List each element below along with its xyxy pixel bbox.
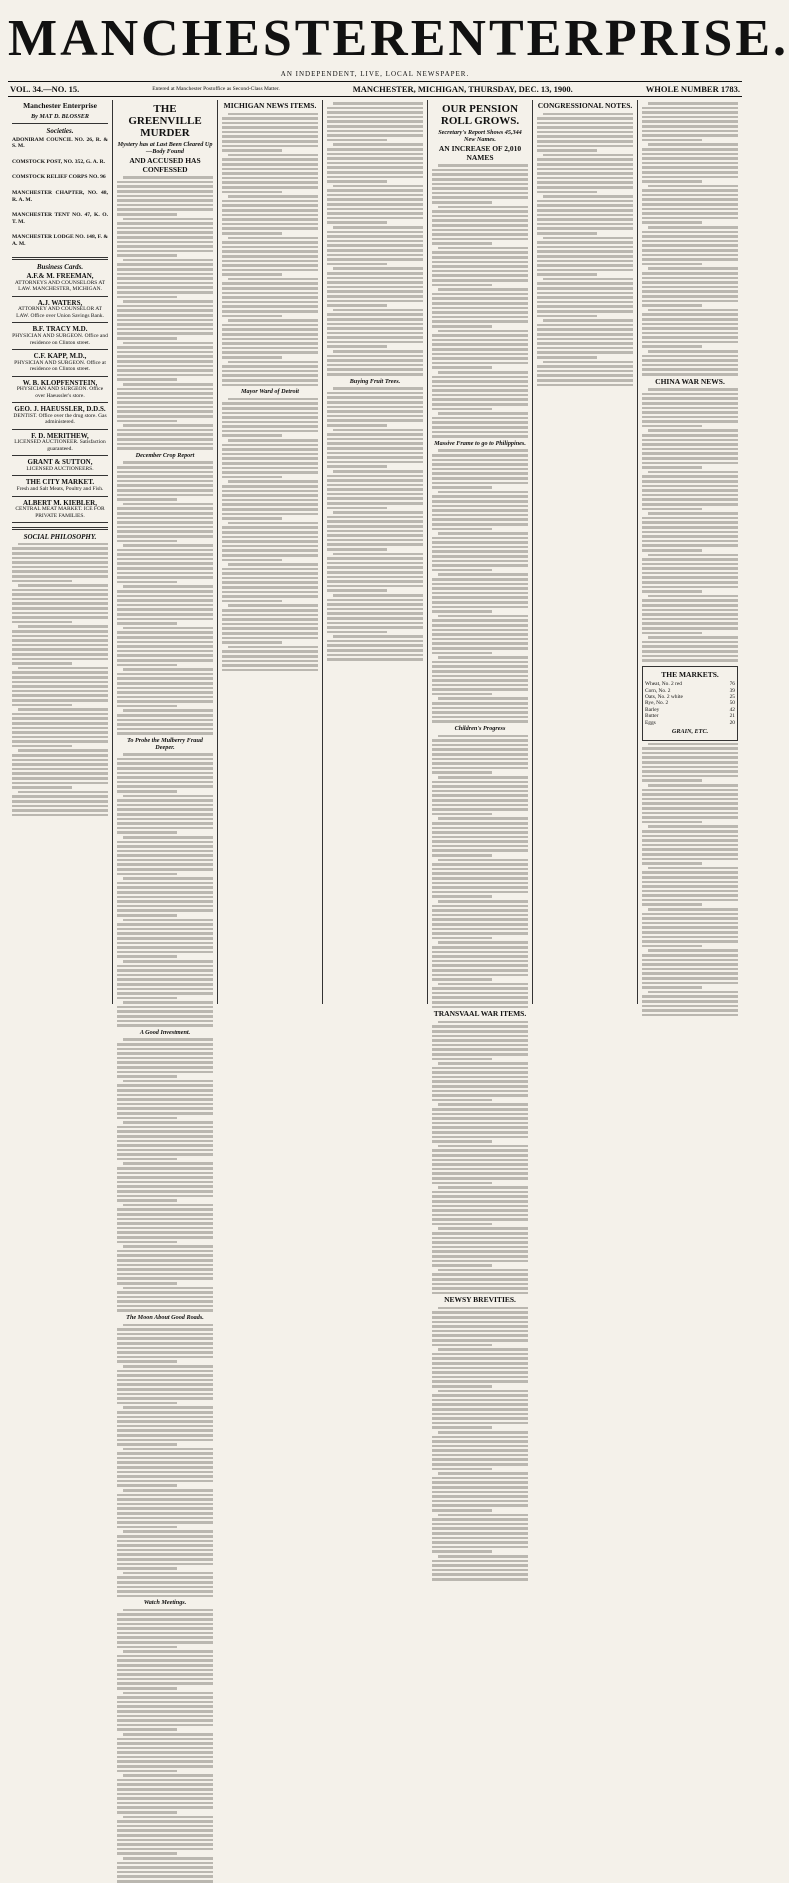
- market-price: 50: [729, 700, 735, 707]
- subhead-transvaal: TRANSVAAL WAR ITEMS.: [433, 1009, 527, 1019]
- society-item: COMSTOCK RELIEF CORPS NO. 96: [12, 174, 106, 181]
- markets-heading: THE MARKETS.: [661, 669, 719, 679]
- headline-congressional: CONGRESSIONAL NOTES.: [537, 101, 633, 110]
- card-name: ALBERT M. KIEBLER,: [23, 498, 97, 507]
- market-price: 42: [729, 706, 735, 713]
- byline: By MAT D. BLOSSER: [30, 112, 90, 120]
- market-price: 39: [729, 687, 735, 694]
- entry-note: Entered at Manchester Postoffice as Second-Class Matter.: [152, 86, 280, 92]
- whole-number: WHOLE NUMBER 1783.: [645, 84, 740, 94]
- column-7: [638, 100, 742, 1004]
- market-price: 25: [729, 694, 735, 701]
- subhead-mayor: Mayor Ward of Detroit: [240, 388, 300, 396]
- column-5-body-d: [432, 1021, 528, 1295]
- card-name: A.F.& M. FREEMAN,: [26, 272, 94, 281]
- market-row: [645, 720, 735, 726]
- card-name: W. B. KLOPFENSTEIN,: [22, 378, 98, 387]
- headline-china: CHINA WAR NEWS.: [655, 376, 725, 386]
- column-2-body-d: [117, 1038, 213, 1312]
- headline-murder: THE GREENVILLE MURDER: [128, 103, 202, 139]
- column-5-body-b: [432, 449, 528, 723]
- subhead-children: Children's Progress: [454, 725, 506, 733]
- market-item: Oats, No. 2 white: [645, 694, 683, 701]
- headline-pension: OUR PENSION ROLL GROWS.: [440, 103, 520, 127]
- subhead-frame: Massive Frame to go to Philippines.: [434, 439, 526, 447]
- business-cards-list: [12, 273, 108, 523]
- column-6: [533, 100, 638, 1004]
- card-line: PHYSICIAN AND SURGEON. Office over Haeussler's store.: [16, 386, 104, 399]
- subhead-crop-report: December Crop Report: [135, 451, 195, 459]
- subhead-brevities: NEWSY BREVITIES.: [444, 1295, 516, 1305]
- society-item: ADONIRAM COUNCIL NO. 26, R. & S. M.: [12, 136, 108, 150]
- card-line: LICENSED AUCTIONEER. Satisfaction guaranteed.: [14, 439, 106, 452]
- column-1-body: [12, 543, 108, 817]
- subhead-roads: The Moon About Good Roads.: [126, 1314, 204, 1322]
- deck-murder-1: Mystery has at Last Been Cleared Up—Body Found: [117, 141, 213, 155]
- grain-heading: GRAIN, ETC.: [671, 728, 709, 736]
- card-name: C.F. KAPP, M.D.,: [33, 352, 87, 360]
- society-item: MANCHESTER TENT NO. 47, K. O. T. M.: [12, 212, 108, 225]
- column-7-body-c: [642, 743, 738, 1017]
- column-1: [8, 100, 113, 1004]
- column-5: [428, 100, 533, 1305]
- market-item: Barley: [645, 706, 660, 713]
- market-price: 20: [729, 719, 735, 726]
- deck-murder-2: AND ACCUSED HAS CONFESSED: [129, 156, 201, 174]
- subhead-fruit-trees: Buying Fruit Trees.: [349, 377, 401, 385]
- column-2-body-c: [117, 753, 213, 1027]
- card-line: CENTRAL MEAT MARKET. ICE FOR PRIVATE FAMILIES.: [15, 506, 105, 519]
- market-item: Eggs: [645, 719, 656, 726]
- column-4: [323, 100, 428, 1004]
- card-line: DENTIST. Office over the drug store. Gas administered.: [13, 412, 107, 426]
- column-2-body-f: [117, 1609, 213, 1883]
- society-item: MANCHESTER LODGE NO. 148, F. & A. M.: [12, 234, 108, 248]
- column-2: [113, 100, 218, 1607]
- card-line: Fresh and Salt Meats, Poultry and Fish.: [16, 486, 104, 493]
- column-4-body-a: [327, 102, 423, 376]
- markets-table: [645, 681, 735, 726]
- deck-pension-1: Secretary's Report Shows 45,344 New Names.: [438, 129, 522, 143]
- society-item: MANCHESTER CHAPTER, NO. 48, R. A. M.: [12, 190, 108, 203]
- card-name: GRANT & SUTTON,: [27, 458, 93, 467]
- societies-list: [12, 137, 108, 248]
- dateline: MANCHESTER, MICHIGAN, THURSDAY, DEC. 13, 1900.: [352, 84, 573, 94]
- column-7-body-a: [642, 102, 738, 376]
- column-3: [218, 100, 323, 1004]
- card-line: LICENSED AUCTIONEERS.: [26, 465, 94, 472]
- column-3-body-a: [222, 113, 318, 387]
- card-line: PHYSICIAN AND SURGEON. Office and residence on Clinton street.: [12, 333, 108, 346]
- column-2-body-b: [117, 461, 213, 735]
- column-4-body-b: [327, 387, 423, 661]
- masthead-subtitle: AN INDEPENDENT, LIVE, LOCAL NEWSPAPER.: [280, 70, 470, 78]
- market-item: Rye, No. 2: [645, 700, 669, 707]
- market-price: 76: [729, 681, 735, 688]
- market-price: 21: [729, 713, 735, 720]
- market-item: Butter: [645, 713, 659, 720]
- column-2-body-e: [117, 1324, 213, 1598]
- masthead: [8, 10, 789, 97]
- deck-pension-2: AN INCREASE OF 2,010 NAMES: [438, 144, 522, 162]
- card-line: PHYSICIAN AND SURGEON. Office at residence on Clinton street.: [14, 359, 106, 373]
- column-2-body-a: [117, 176, 213, 450]
- card-name: F. D. MERITHEW,: [31, 431, 89, 440]
- society-item: COMSTOCK POST, NO. 352, G. A. R.: [12, 158, 106, 165]
- card-name: THE CITY MARKET.: [25, 478, 95, 487]
- card-line: ATTORNEYS AND COUNSELORS AT LAW. MANCHESTER, MICHIGAN.: [14, 279, 106, 293]
- subhead-mulberry: To Probe the Mulberry Fraud Deeper.: [127, 737, 203, 751]
- columns: [8, 100, 742, 1607]
- headline-michigan-news: MICHIGAN NEWS ITEMS.: [223, 101, 317, 110]
- social-heading: SOCIAL PHILOSOPHY.: [23, 533, 97, 542]
- card-name: A.J. WATERS,: [37, 298, 83, 307]
- column-5-body-e: [432, 1307, 528, 1581]
- market-item: Wheat, No. 2 red: [645, 681, 682, 688]
- card-name: GEO. J. HAEUSSLER, D.D.S.: [14, 405, 106, 414]
- dateline-bar: [8, 81, 742, 97]
- subhead-watch-meetings: Watch Meetings.: [143, 1599, 187, 1607]
- volume: VOL. 34.—NO. 15.: [10, 84, 80, 94]
- title-right: ENTERPRISE.: [410, 10, 789, 67]
- column-5-body-c: [432, 735, 528, 1009]
- column-5-body-a: [432, 164, 528, 438]
- market-item: Corn, No. 2: [645, 687, 671, 694]
- masthead-title: [8, 10, 789, 68]
- card-line: ATTORNEY AND COUNSELOR AT LAW. Office over Union Savings Bank.: [16, 306, 104, 319]
- markets-box: [642, 666, 738, 741]
- business-cards-heading: Business Cards.: [36, 262, 84, 271]
- column-3-body-b: [222, 398, 318, 672]
- societies-heading: Societies.: [46, 127, 74, 136]
- card-name: B.F. TRACY M.D.: [32, 325, 88, 334]
- subhead-investment: A Good Investment.: [139, 1028, 191, 1036]
- paper-header: Manchester Enterprise: [23, 101, 97, 110]
- column-6-body: [537, 113, 633, 387]
- newspaper-page: [8, 10, 789, 1607]
- column-7-body-b: [642, 388, 738, 662]
- title-left: MANCHESTER: [8, 10, 411, 67]
